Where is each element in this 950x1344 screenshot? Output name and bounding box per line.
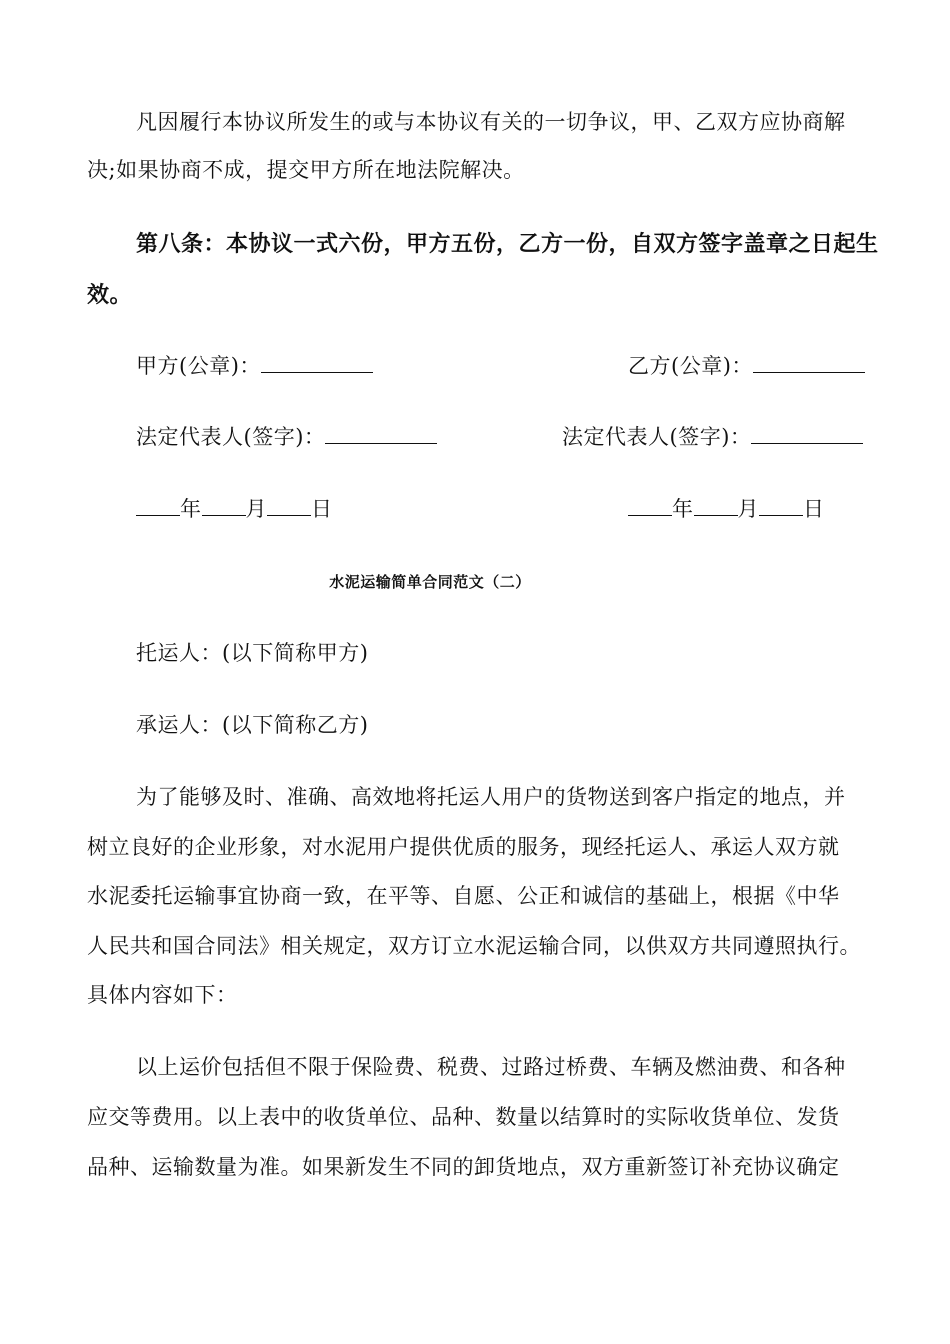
date-field-a [136,499,333,520]
legal-rep-a-blank [325,427,437,444]
year-blank-a [136,499,180,516]
section-2-title: 水泥运输简单合同范文（二） [329,573,531,591]
dispute-paragraph-line-2: 决;如果协商不成，提交甲方所在地法院解决。 [87,158,525,182]
date-field-b [628,499,825,520]
party-b-seal-label: 乙方(公章)： [628,354,753,378]
day-label-b: 日 [803,497,825,521]
party-b-seal-blank [753,356,865,373]
fees-line-2: 应交等费用。以上表中的收货单位、品种、数量以结算时的实际收货单位、发货 [87,1105,840,1129]
legal-rep-b-label: 法定代表人(签字)： [562,425,752,449]
legal-rep-a-label: 法定代表人(签字)： [136,425,326,449]
intro-line-1: 为了能够及时、准确、高效地将托运人用户的货物送到客户指定的地点，并 [136,785,846,809]
day-blank-a [267,499,311,516]
month-label-b: 月 [737,497,759,521]
intro-line-4: 人民共和国合同法》相关规定，双方订立水泥运输合同，以供双方共同遵照执行。 [87,934,861,958]
article-8-line-2: 效。 [87,282,133,308]
article-8-line-1: 第八条：本协议一式六份，甲方五份，乙方一份，自双方签字盖章之日起生 [136,231,879,257]
intro-line-3: 水泥委托运输事宜协商一致，在平等、自愿、公正和诚信的基础上，根据《中华 [87,884,840,908]
carrier-line: 承运人：(以下简称乙方) [136,713,369,737]
fees-line-3: 品种、运输数量为准。如果新发生不同的卸货地点，双方重新签订补充协议确定 [87,1155,840,1179]
consignor-line: 托运人：(以下简称甲方) [136,641,369,665]
month-label-a: 月 [245,497,267,521]
party-a-seal-label: 甲方(公章)： [136,354,261,378]
month-blank-b [694,499,738,516]
fees-line-1: 以上运价包括但不限于保险费、税费、过路过桥费、车辆及燃油费、和各种 [136,1055,846,1079]
legal-rep-b-blank [751,427,863,444]
intro-line-2: 树立良好的企业形象，对水泥用户提供优质的服务，现经托运人、承运人双方就 [87,835,840,859]
day-label-a: 日 [311,497,333,521]
year-label-b: 年 [672,497,694,521]
month-blank-a [202,499,246,516]
party-a-seal-field [136,356,373,377]
year-blank-b [628,499,672,516]
legal-rep-b-field [562,427,863,448]
year-label-a: 年 [180,497,202,521]
intro-line-5: 具体内容如下： [87,983,238,1007]
day-blank-b [759,499,803,516]
legal-rep-a-field [136,427,437,448]
dispute-paragraph-line-1: 凡因履行本协议所发生的或与本协议有关的一切争议，甲、乙双方应协商解 [136,110,846,134]
party-b-seal-field [628,356,865,377]
party-a-seal-blank [261,356,373,373]
